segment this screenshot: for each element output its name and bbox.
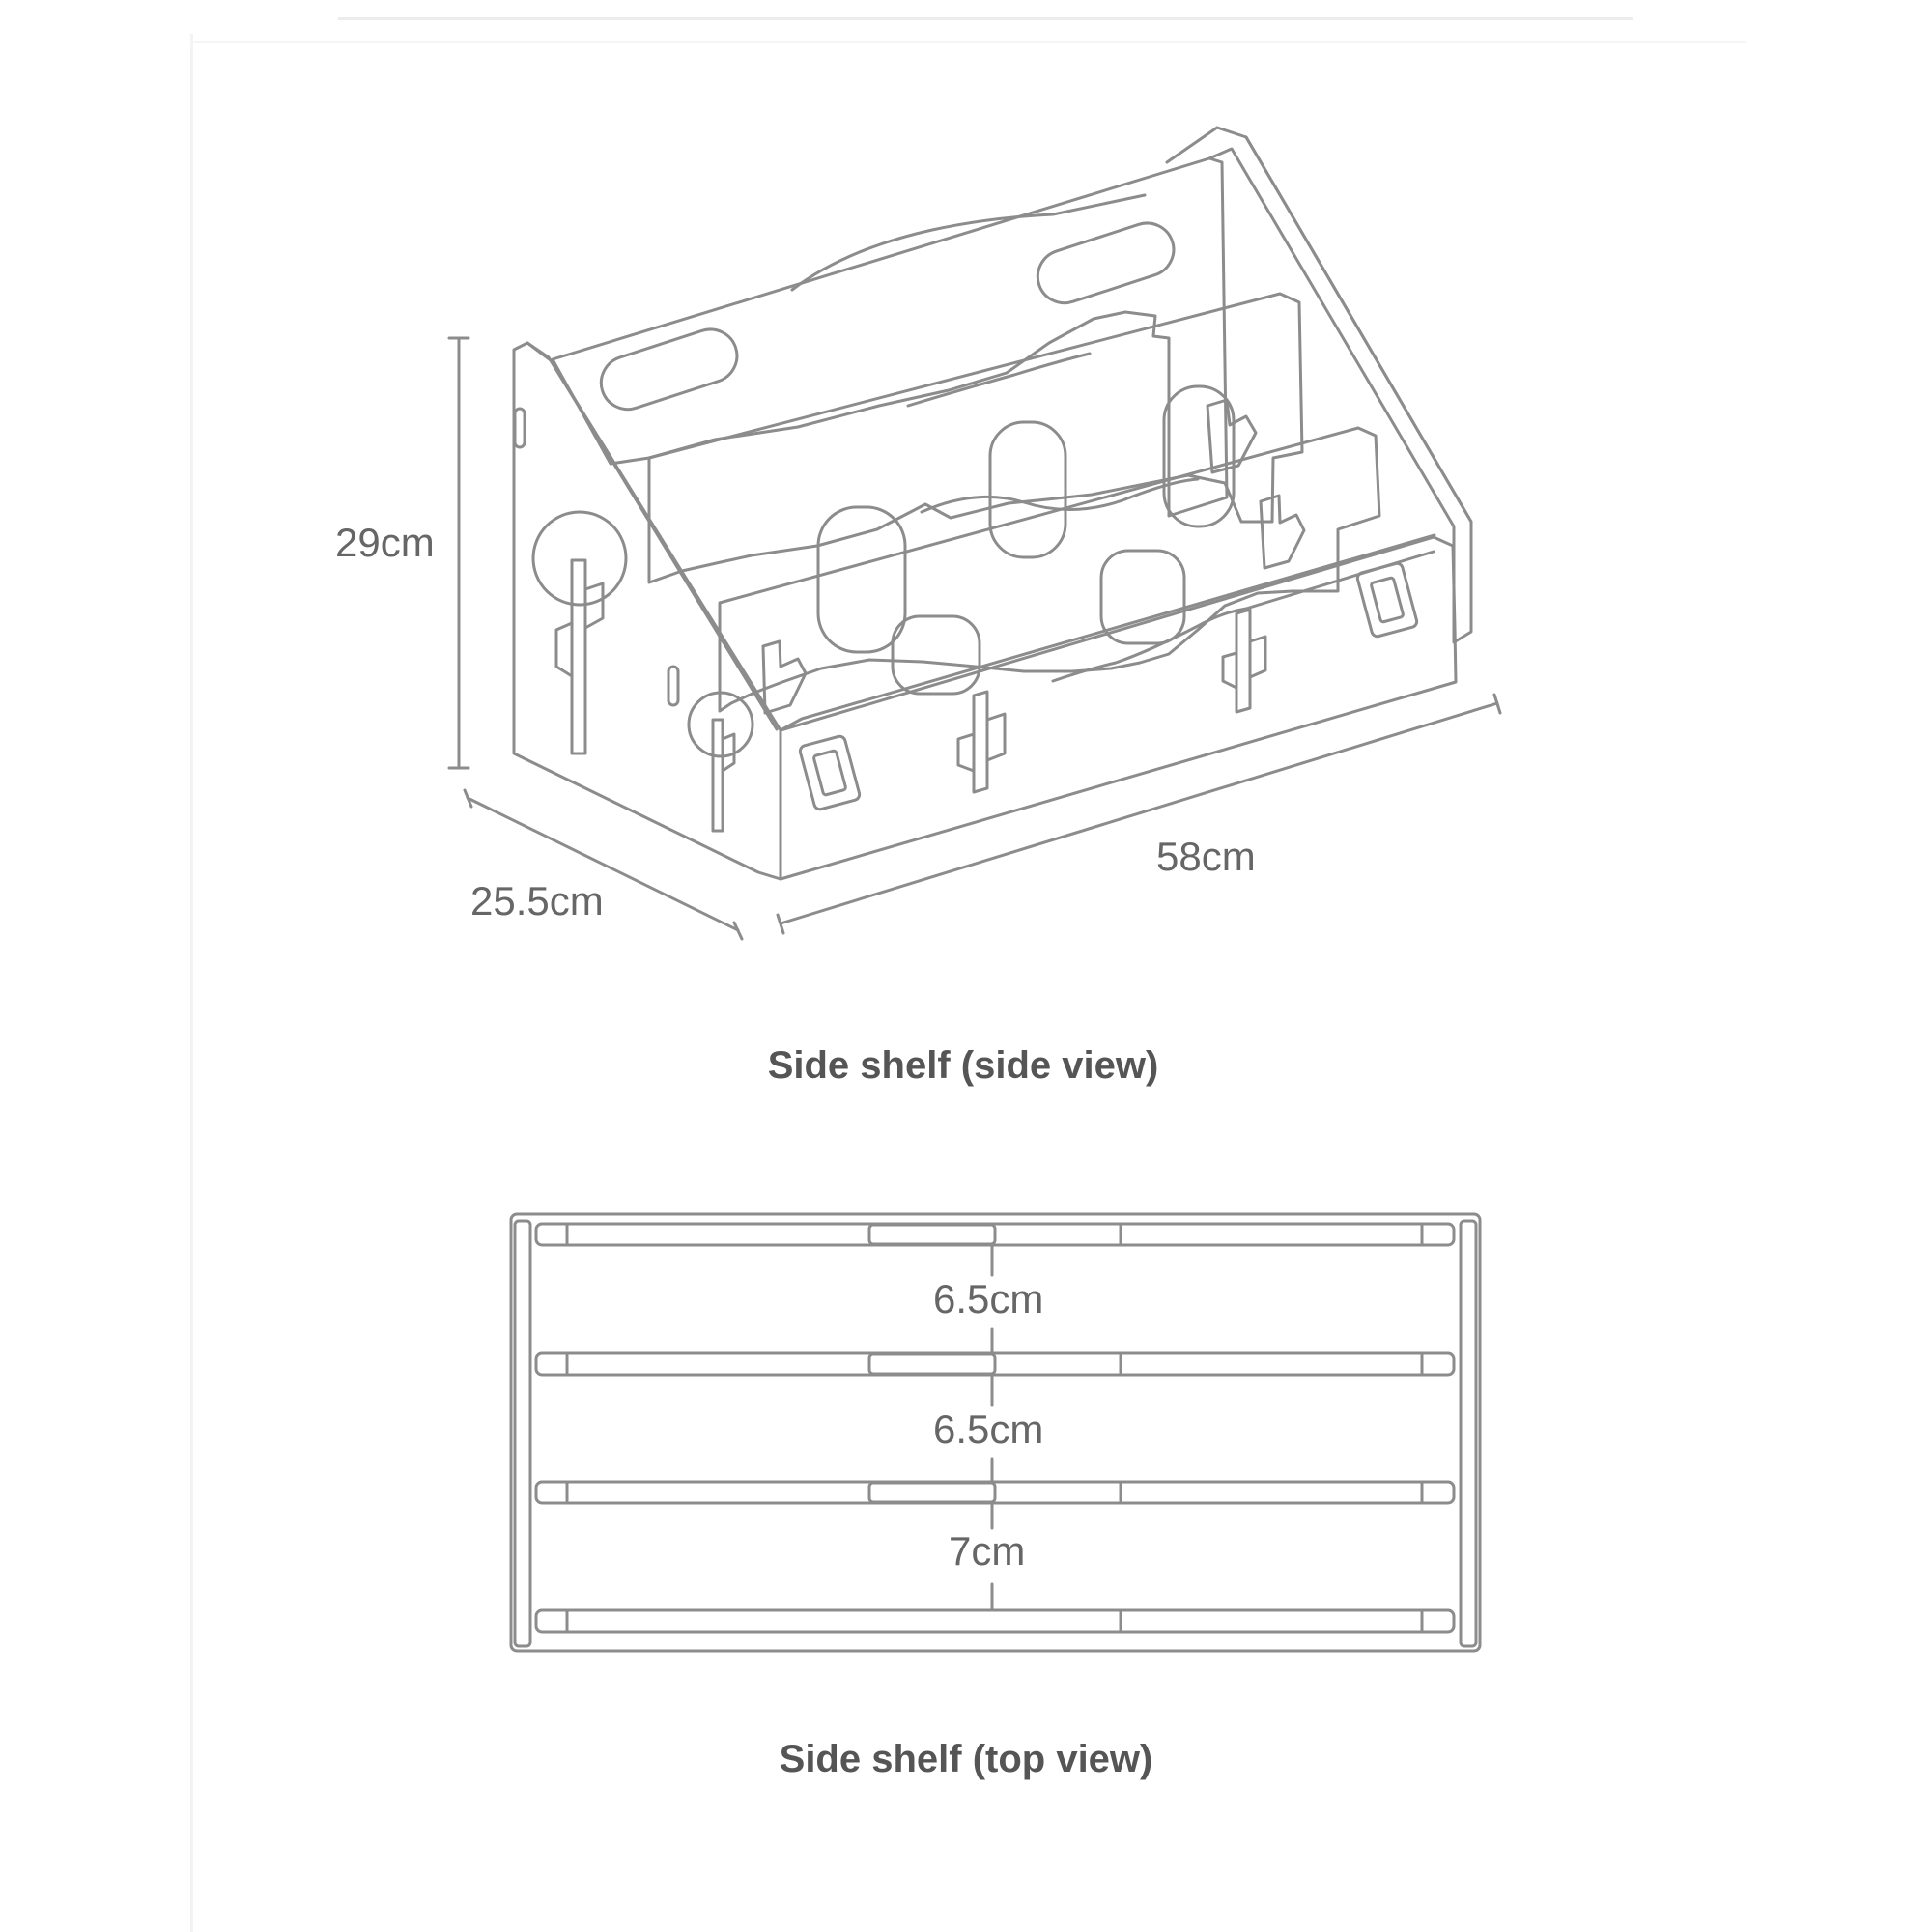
- top-view-gap-label-2: 6.5cm: [933, 1406, 1044, 1452]
- left-panel-small-cactus-arm: [723, 734, 734, 771]
- top-view-left-post: [515, 1221, 530, 1646]
- back-panel-top-wave-edge: [792, 195, 1145, 290]
- middle-divider-lower-cutout-1: [818, 507, 905, 652]
- front-panel-cactus-right-arm-right: [1250, 637, 1265, 677]
- top-view-gap-label-1: 6.5cm: [933, 1276, 1044, 1321]
- left-panel-slot-bottom: [668, 667, 678, 705]
- left-panel-small-cactus-stem: [713, 720, 723, 831]
- height-dimension-label: 29cm: [335, 520, 435, 565]
- right-side-panel: [1167, 128, 1471, 642]
- front-panel-square-cutout-right-inner: [1371, 578, 1404, 623]
- top-view-caption: Side shelf (top view): [779, 1738, 1153, 1780]
- front-panel-top-curve: [1053, 552, 1434, 681]
- front-panel-cactus-left-arm-left: [958, 734, 974, 771]
- side-view-caption: Side shelf (side view): [767, 1044, 1159, 1087]
- left-panel-large-cactus-stem: [572, 560, 585, 753]
- left-panel-large-cactus-arm-left: [556, 623, 572, 676]
- top-view-handle-3: [869, 1483, 995, 1502]
- right-side-panel-edge: [1246, 137, 1471, 522]
- back-panel: [553, 158, 1227, 516]
- middle-divider-upper-cutout-1: [990, 422, 1065, 557]
- middle-divider-upper: [649, 294, 1302, 582]
- width-dimension-line: [781, 703, 1497, 923]
- top-view-handle-2: [869, 1354, 995, 1374]
- width-dimension-label: 58cm: [1156, 834, 1256, 879]
- top-view-gap-label-3: 7cm: [949, 1528, 1026, 1574]
- top-view-rail-4: [536, 1610, 1454, 1632]
- back-panel-handle-right: [1031, 216, 1180, 310]
- middle-divider-lower-cutout-2: [893, 616, 980, 694]
- left-panel-large-circle-cutout: [533, 512, 626, 605]
- front-panel-cactus-right-stem: [1236, 610, 1250, 712]
- front-panel-cactus-left-arm-right: [987, 714, 1005, 760]
- top-view-handle-1: [869, 1225, 995, 1244]
- middle-divider-lower-cactus-2: [1261, 496, 1304, 568]
- depth-dimension-label: 25.5cm: [470, 878, 604, 923]
- front-panel-square-cutout-left: [799, 735, 861, 810]
- left-panel-large-cactus-arm-right: [585, 583, 603, 628]
- top-view-right-post: [1461, 1221, 1476, 1646]
- left-side-panel: [514, 343, 781, 879]
- back-panel-handle-left: [594, 323, 744, 416]
- left-panel-slot-top: [515, 409, 525, 447]
- front-panel-square-cutout-left-inner: [813, 751, 846, 796]
- front-panel: [781, 537, 1456, 879]
- depth-dimension-right-tick: [734, 923, 742, 939]
- side-view-drawing: [449, 128, 1500, 939]
- front-panel-cactus-left-stem: [974, 692, 987, 792]
- front-panel-cactus-right-arm-left: [1223, 653, 1236, 688]
- middle-divider-upper-wave: [908, 354, 1090, 406]
